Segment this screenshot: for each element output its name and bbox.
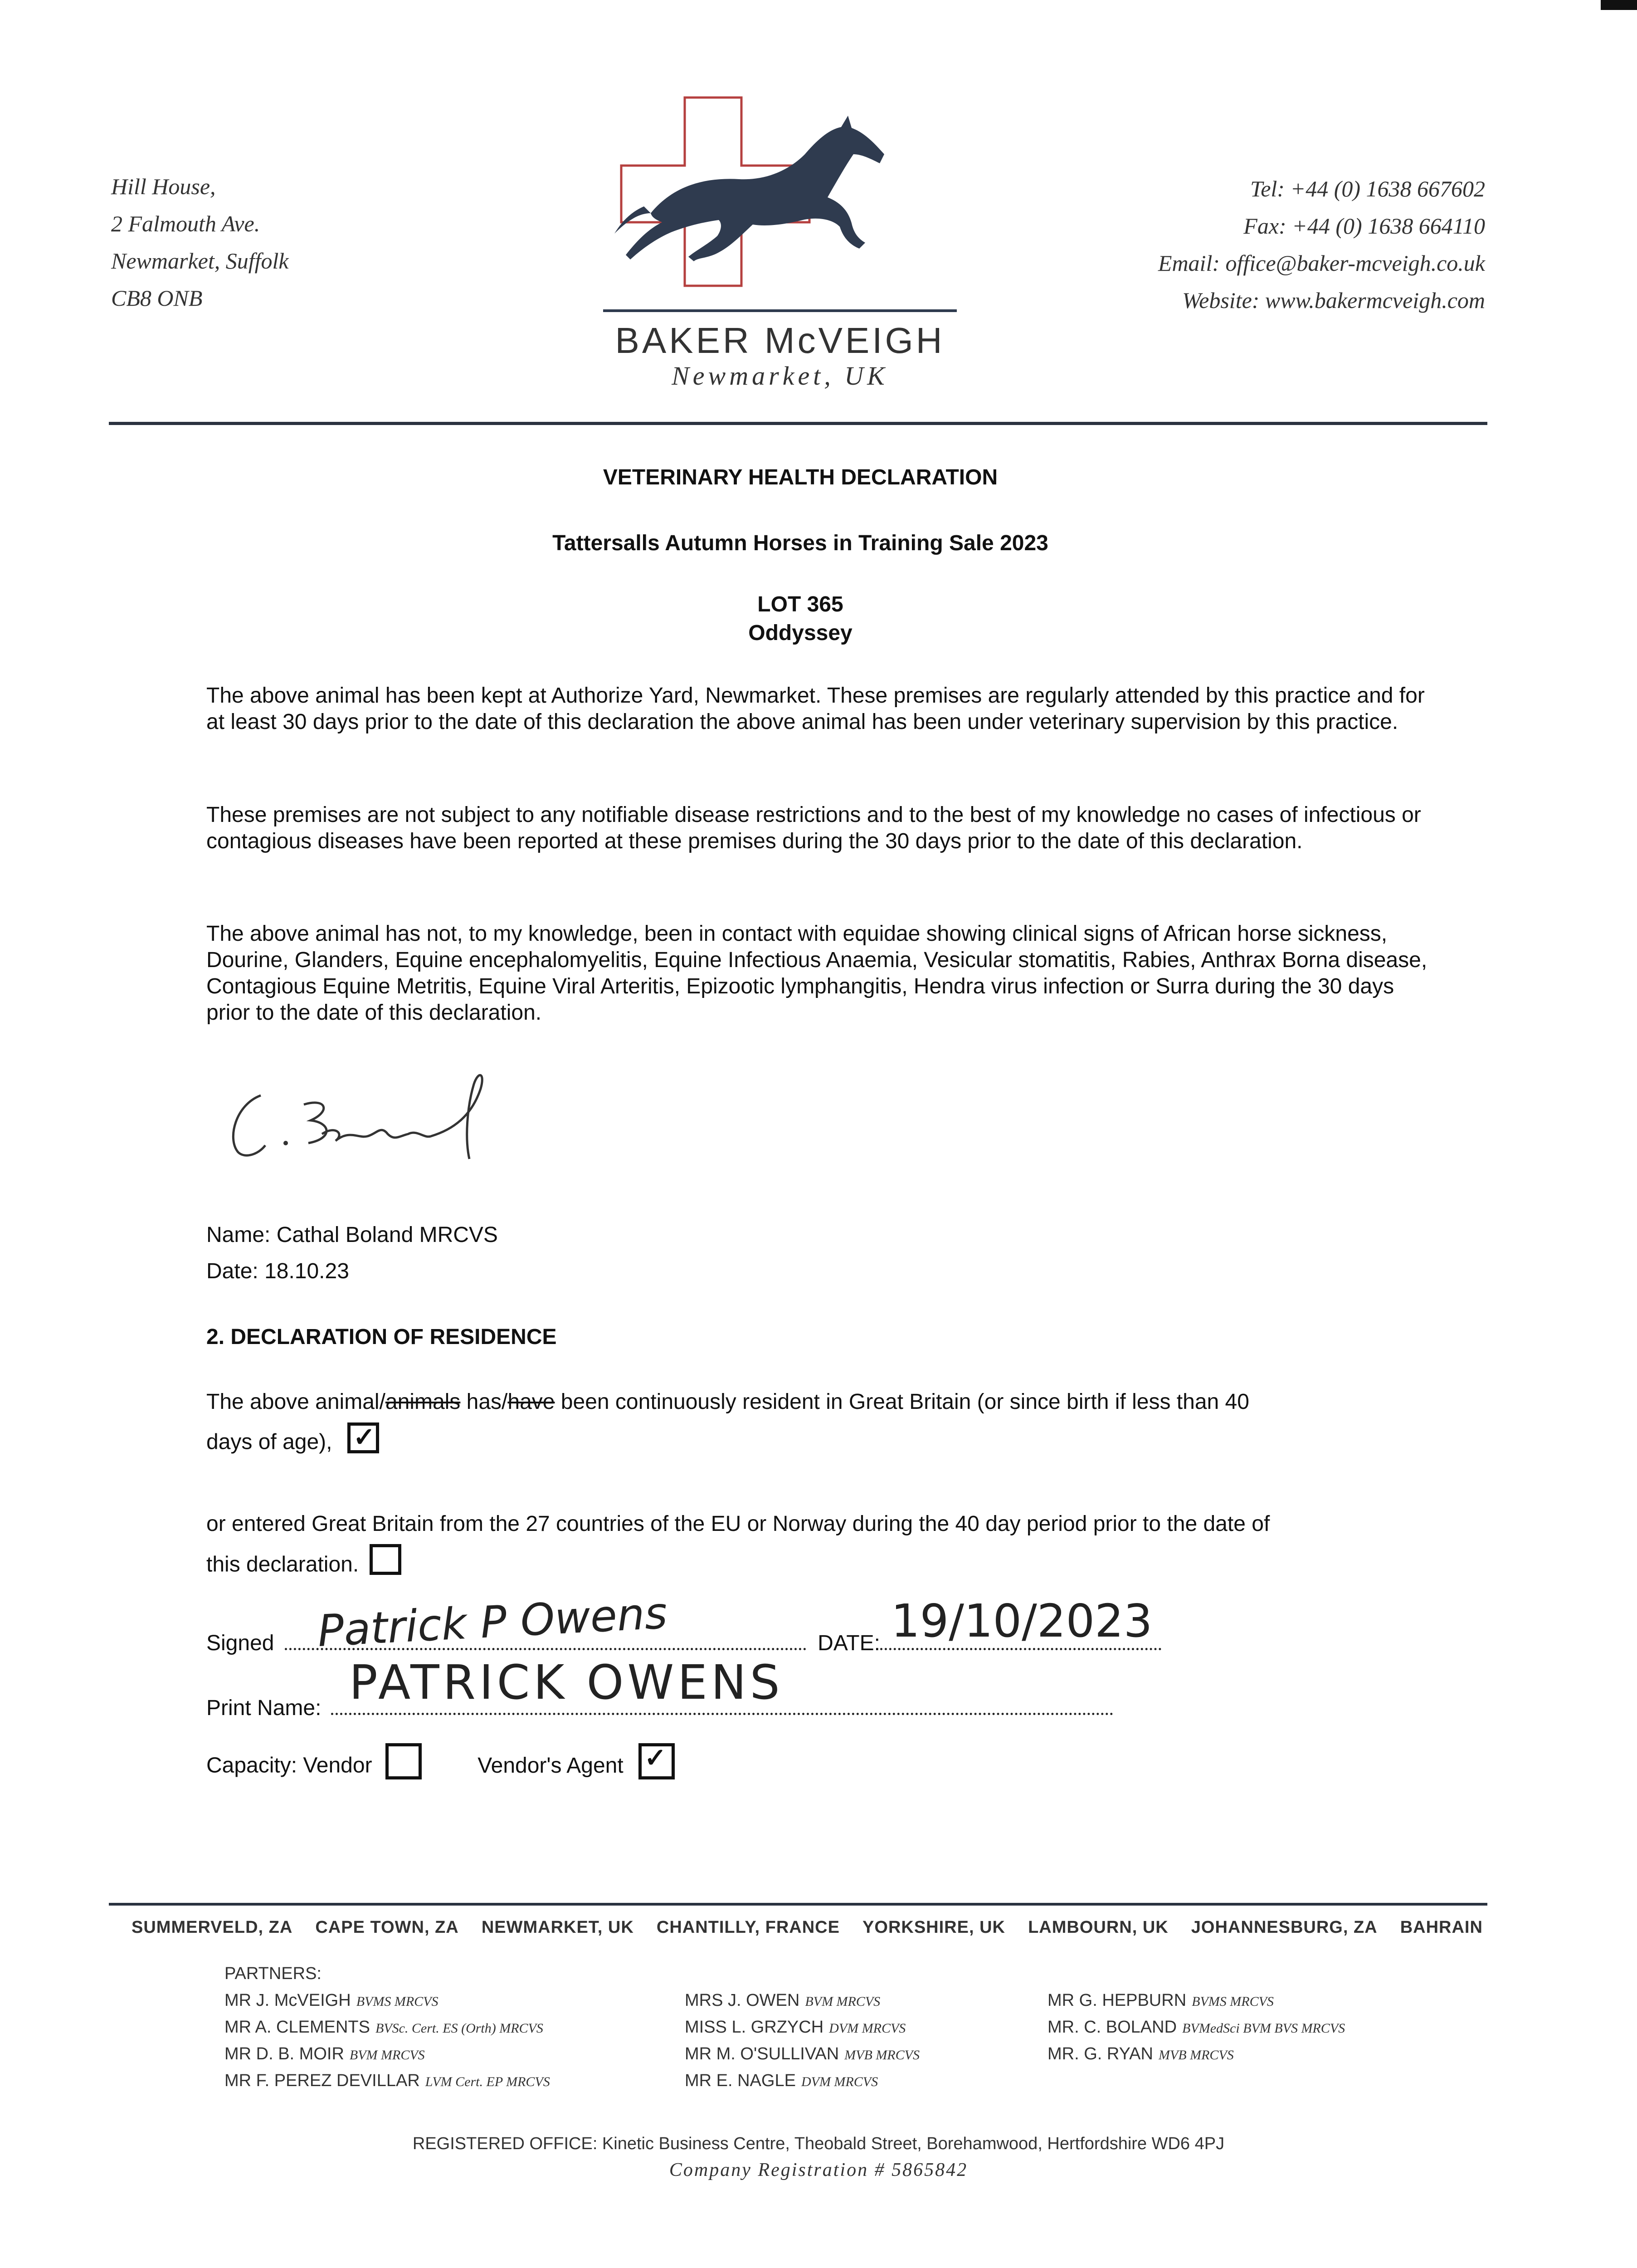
- office-location: SUMMERVELD, ZA: [132, 1918, 293, 1937]
- office-location: CAPE TOWN, ZA: [315, 1918, 459, 1937]
- office-location: NEWMARKET, UK: [481, 1918, 634, 1937]
- partner-entry: [1047, 2041, 1345, 2068]
- residence-text: days of age),: [206, 1430, 332, 1454]
- office-location: JOHANNESBURG, ZA: [1191, 1918, 1378, 1937]
- partner-name: MISS L. GRZYCH: [685, 2018, 824, 2037]
- vet-date: Date: 18.10.23: [206, 1259, 349, 1283]
- partner-entry: [685, 2068, 920, 2095]
- address-line: Hill House,: [111, 174, 216, 199]
- residence-text: this declaration.: [206, 1552, 359, 1577]
- partner-entry: [1047, 2014, 1345, 2041]
- partner-qualification: BVMedSci BVM BVS MRCVS: [1182, 2021, 1345, 2036]
- partner-qualification: LVM Cert. EP MRCVS: [425, 2074, 550, 2089]
- partner-qualification: DVM MRCVS: [829, 2021, 906, 2036]
- address-line: 2 Falmouth Ave.: [111, 211, 260, 236]
- declaration-paragraph: The above animal has been kept at Authorize Yard, Newmarket. These premises are regularly attended by this practice and for at least 30 days prior to the date of this declaration the above animal has been under veterinary supervision by this practice.: [206, 684, 1425, 734]
- partners-heading: PARTNERS:: [224, 1964, 322, 1983]
- document-title: VETERINARY HEALTH DECLARATION: [603, 465, 998, 489]
- office-location: YORKSHIRE, UK: [862, 1918, 1005, 1937]
- partners-column: [685, 1988, 920, 2095]
- partners-column: [1047, 1988, 1345, 2068]
- struck-text: have: [507, 1390, 555, 1414]
- partner-name: MR M. O'SULLIVAN: [685, 2044, 839, 2063]
- print-name-label: Print Name:: [206, 1696, 322, 1720]
- date-label: DATE:: [818, 1631, 880, 1655]
- partner-name: MR E. NAGLE: [685, 2071, 796, 2090]
- partners-column: [224, 1988, 550, 2095]
- signed-date-value: 19/10/2023: [891, 1594, 1153, 1647]
- partner-entry: [685, 1988, 920, 2014]
- resident-checkbox[interactable]: [347, 1422, 379, 1453]
- office-location: CHANTILLY, FRANCE: [656, 1918, 840, 1937]
- sale-name: Tattersalls Autumn Horses in Training Sale 2023: [552, 531, 1048, 555]
- capacity-label: Capacity: Vendor: [206, 1753, 372, 1778]
- contact-line: Email: office@baker-mcveigh.co.uk: [1158, 250, 1485, 276]
- brand-location: Newmarket, UK: [672, 361, 888, 391]
- partner-entry: [224, 2068, 550, 2095]
- brand-name: BAKER McVEIGH: [615, 320, 945, 361]
- partner-entry: [1047, 1988, 1345, 2014]
- office-locations: [132, 1918, 1483, 1937]
- signed-label: Signed: [206, 1631, 274, 1655]
- partner-name: MRS J. OWEN: [685, 1991, 800, 2010]
- contact-line: Fax: +44 (0) 1638 664110: [1243, 213, 1485, 239]
- partner-entry: [224, 1988, 550, 2014]
- partner-qualification: BVMS MRCVS: [1192, 1994, 1274, 2009]
- partner-qualification: BVSc. Cert. ES (Orth) MRCVS: [375, 2021, 543, 2036]
- struck-text: animals: [385, 1390, 461, 1414]
- vendor-agent-checkbox[interactable]: [638, 1743, 675, 1779]
- vet-signature: [218, 1061, 535, 1179]
- date-line[interactable]: [880, 1648, 1161, 1650]
- declaration-paragraph: The above animal has not, to my knowledge, been in contact with equidae showing clinical signs of African horse sickness, Dourine, Glanders, Equine encephalomyelitis, Equine Infectious Anaemia, Vesicular stomatitis, Rabies, Anthrax Borna disease, Contagious Equine Metritis, Equine Viral Arteritis, Epizootic lymphangitis, Hendra virus infection or Surra during the 30 days prior to the date of this declaration.: [206, 922, 1428, 1025]
- residence-option-2: [206, 1550, 401, 1581]
- address-line: Newmarket, Suffolk: [111, 248, 289, 274]
- practice-address: [111, 168, 289, 317]
- check-mark-icon: ✓: [353, 1422, 375, 1452]
- partner-qualification: MVB MRCVS: [844, 2048, 920, 2063]
- company-registration: Company Registration # 5865842: [669, 2160, 968, 2180]
- partner-entry: [224, 2041, 550, 2068]
- horse-name: Oddyssey: [748, 621, 853, 645]
- partner-entry: [685, 2041, 920, 2068]
- partner-entry: [685, 2014, 920, 2041]
- partner-name: MR G. HEPBURN: [1047, 1991, 1187, 2010]
- vendor-checkbox[interactable]: [385, 1743, 422, 1779]
- partner-qualification: DVM MRCVS: [801, 2074, 878, 2089]
- print-name-value: PATRICK OWENS: [349, 1655, 784, 1710]
- partner-name: MR A. CLEMENTS: [224, 2018, 370, 2037]
- signer-signature: Patrick P Owens: [316, 1587, 669, 1657]
- partner-name: MR J. McVEIGH: [224, 1991, 351, 2010]
- partner-qualification: MVB MRCVS: [1158, 2048, 1234, 2063]
- partner-name: MR F. PEREZ DEVILLAR: [224, 2071, 420, 2090]
- scan-corner-mark: [1601, 0, 1637, 10]
- vendor-agent-label: Vendor's Agent: [477, 1753, 624, 1778]
- office-location: LAMBOURN, UK: [1028, 1918, 1169, 1937]
- partner-name: MR D. B. MOIR: [224, 2044, 344, 2063]
- residence-text: has/: [460, 1390, 508, 1414]
- address-line: CB8 ONB: [111, 285, 203, 311]
- registered-office: REGISTERED OFFICE: Kinetic Business Centre, Theobald Street, Borehamwood, Hertfordshire WD6 4PJ: [412, 2134, 1225, 2153]
- partner-entry: [224, 2014, 550, 2041]
- residence-heading: 2. DECLARATION OF RESIDENCE: [206, 1325, 557, 1349]
- vet-name: Name: Cathal Boland MRCVS: [206, 1223, 498, 1247]
- partner-qualification: BVM MRCVS: [805, 1994, 881, 2009]
- lot-number: LOT 365: [757, 592, 843, 616]
- residence-statement-line: [206, 1389, 1249, 1414]
- residence-text: been continuously resident in Great Britain (or since birth if less than 40: [555, 1390, 1249, 1414]
- practice-contacts: [1158, 170, 1485, 319]
- office-location: BAHRAIN: [1400, 1918, 1483, 1937]
- eu-entry-checkbox[interactable]: [370, 1544, 401, 1575]
- partner-qualification: BVM MRCVS: [349, 2048, 425, 2063]
- partner-name: MR. C. BOLAND: [1047, 2018, 1177, 2037]
- check-mark-icon: ✓: [644, 1743, 667, 1773]
- residence-text: The above animal/: [206, 1390, 385, 1414]
- contact-line: Tel: +44 (0) 1638 667602: [1250, 176, 1485, 201]
- residence-statement-line: or entered Great Britain from the 27 countries of the EU or Norway during the 40 day period prior to the date of: [206, 1512, 1270, 1536]
- declaration-paragraph: These premises are not subject to any notifiable disease restrictions and to the best of my knowledge no cases of infectious or contagious diseases have been reported at these premises during the 30 days prior to the date of this declaration.: [206, 803, 1421, 853]
- residence-option-1: [206, 1422, 379, 1459]
- footer-divider: [109, 1903, 1487, 1906]
- print-name-line[interactable]: [331, 1713, 1113, 1715]
- contact-line: Website: www.bakermcveigh.com: [1182, 288, 1485, 313]
- partner-qualification: BVMS MRCVS: [356, 1994, 438, 2009]
- partner-name: MR. G. RYAN: [1047, 2044, 1153, 2063]
- header-divider: [109, 422, 1487, 425]
- capacity-row: [206, 1743, 675, 1785]
